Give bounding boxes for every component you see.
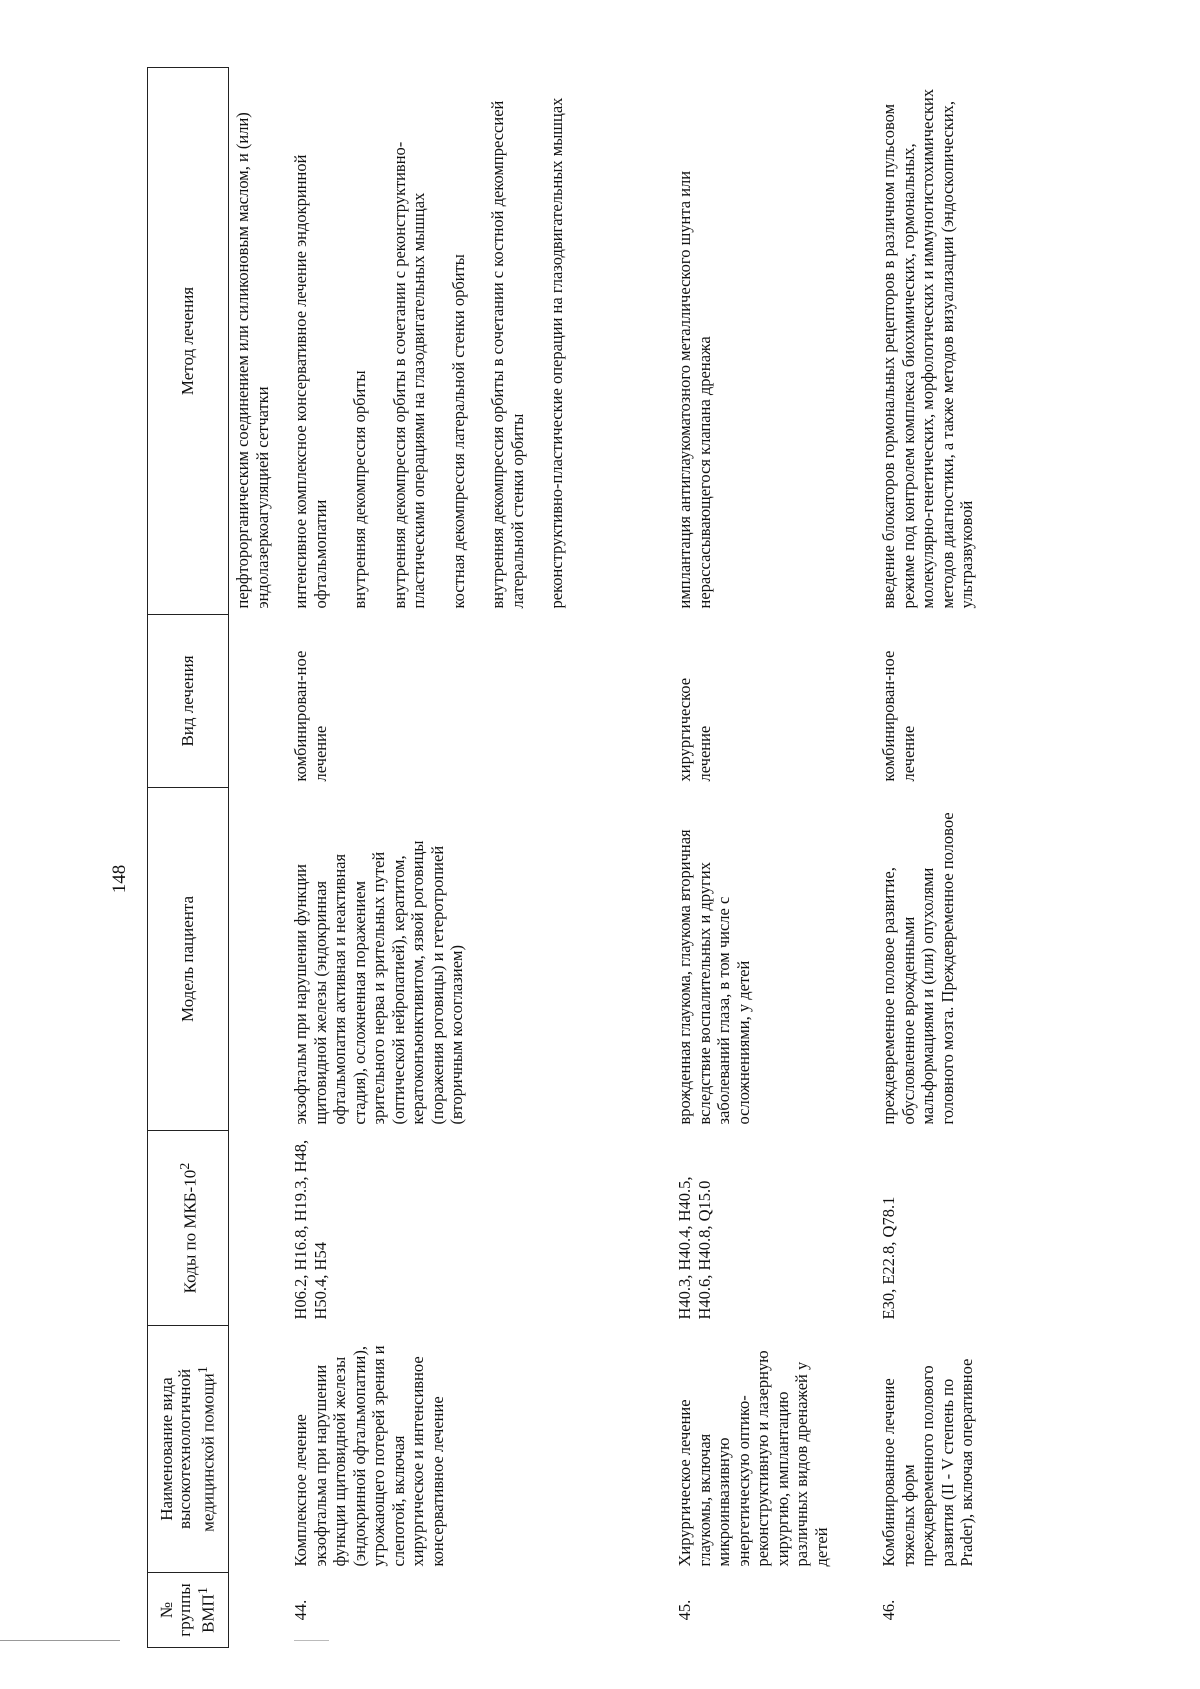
method-item: внутренняя декомпрессия орбиты в сочетании с реконструктивно-пластическими операциями на глазодвигательных мышцах: [389, 141, 428, 609]
icd-codes-cell: E30, E22.8, Q78.1: [879, 1196, 898, 1320]
table-row-continuation: [229, 68, 278, 1648]
rotated-table-container: [147, 68, 1200, 1648]
group-number-cell: 46.: [879, 1599, 898, 1621]
method-item: имплантация антиглаукоматозного металлического шунта или нерассасывающегося клапана дренажа: [675, 170, 714, 609]
method-item: внутренняя декомпрессия орбиты в сочетании с костной декомпрессией латеральной стенки орбиты: [488, 100, 527, 609]
scan-edge-line: [0, 1640, 120, 1641]
patient-model-cell: преждевременное половое развитие, обусловленное врожденными мальформациями и (или) опухолями головного мозга. Преждевременное половое: [879, 812, 957, 1125]
page-number: 148: [109, 864, 130, 894]
treatment-table: [147, 67, 1079, 1648]
header-group-number: № группы ВМП$^1$: [148, 1573, 229, 1648]
method-cell: [287, 68, 671, 615]
group-number-cell: 44.: [291, 1599, 310, 1621]
treatment-kind-cell: комбинирован-ное лечение: [879, 650, 918, 782]
icd-codes-cell: H06.2, H16.8, H19.3, H48, H50.4, H54: [291, 1139, 330, 1320]
table-row: [671, 68, 875, 1648]
method-item: костная декомпрессия латеральной стенки орбиты: [448, 254, 468, 609]
care-type-name-cell: Хирургическое лечение глаукомы, включая микроинвазивную энергетическую оптико-реконструктивную и лазерную хирургию, имплантацию различных видов дренажей у детей: [675, 1350, 831, 1567]
scan-mark: [294, 1640, 329, 1641]
header-care-type-name: Наименование вида высокотехнологичной медицинской помощи$^1$: [148, 1326, 229, 1573]
table-header-row: [148, 68, 229, 1648]
patient-model-cell: экзофтальм при нарушении функции щитовидной железы (эндокринная офтальмопатия активная и неактивная стадия), осложненная поражением зрительного нерва и зрительных путей (оптической нейропатией), кератитом, кератоконъюнктивитом, язвой роговицы (поражения роговицы) и гетеротропией (вторичным косоглазием): [291, 840, 466, 1125]
method-cell: перфторорганическим соединением или силиконовым маслом, и (или) эндолазеркоагуляцией сетчатки: [233, 112, 272, 609]
header-patient-model: Модель пациента: [148, 788, 229, 1131]
header-icd-codes: Коды по МКБ-$10^2$: [148, 1131, 229, 1326]
care-type-name-cell: Комплексное лечение экзофтальма при нарушении функции щитовидной железы (эндокринной офтальмопатии), угрожающего потерей зрения и слепотой, включая хирургическое и интенсивное консервативное лечение: [291, 1345, 447, 1567]
treatment-kind-cell: комбинирован-ное лечение: [291, 650, 330, 782]
header-treatment-kind: Вид лечения: [148, 615, 229, 788]
treatment-kind-cell: хирургическое лечение: [675, 677, 714, 782]
table-row: [287, 68, 671, 1648]
method-item: интенсивное комплексное консервативное лечение эндокринной офтальмопатии: [291, 154, 330, 609]
table-row: [875, 68, 1079, 1648]
care-type-name-cell: Комбинированное лечение тяжелых форм преждевременного полового развития (II - V степень по Prader), включая оперативное: [879, 1358, 976, 1567]
patient-model-cell: врожденная глаукома, глаукома вторичная вследствие воспалительных и других заболеваний глаза, в том числе с осложнениями, у детей: [675, 829, 753, 1125]
icd-codes-cell: H40.3, H40.4, H40.5, H40.6, H40.8, Q15.0: [675, 1176, 714, 1320]
header-treatment-method: Метод лечения: [148, 68, 229, 615]
method-item: введение блокаторов гормональных рецепторов в различном пульсовом режиме под контролем комплекса биохимических, гормональных, молекулярно-генетических, морфологических и иммуногистохимических методов диагностики, а также методов визуализации (эндоскопических, ультразвуковой: [879, 88, 976, 609]
method-item: внутренняя декомпрессия орбиты: [350, 370, 369, 609]
group-number-cell: 45.: [675, 1599, 694, 1621]
method-cell: [875, 68, 1079, 615]
method-item: реконструктивно-пластические операции на глазодвигательных мышцах: [547, 97, 566, 609]
method-cell: [671, 68, 875, 615]
